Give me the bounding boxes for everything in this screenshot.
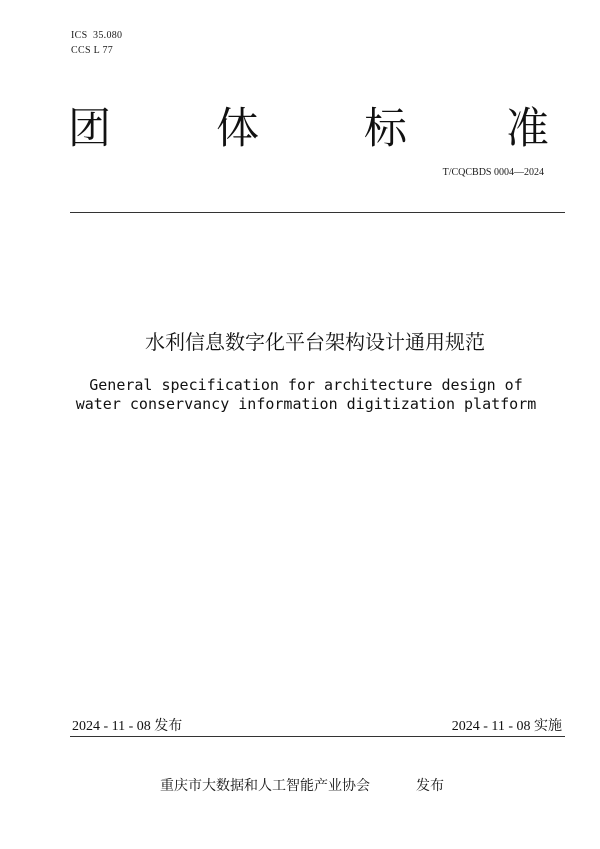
- top-divider: [70, 212, 565, 213]
- implementation-date: 2024 - 11 - 08 实施: [451, 719, 562, 734]
- heading-char-1: 团: [68, 104, 111, 154]
- publish-label: 发布: [416, 778, 444, 794]
- heading-char-2: 体: [216, 104, 259, 154]
- chinese-title: 水利信息数字化平台架构设计通用规范: [145, 330, 485, 354]
- heading-char-3: 标: [364, 104, 407, 154]
- bottom-divider: [70, 736, 565, 737]
- heading-char-4: 准: [506, 104, 549, 154]
- english-title-line-2: water conservancy information digitization platform: [75, 395, 537, 413]
- ccs-code: CCS L 77: [71, 45, 114, 56]
- document-type-heading: [68, 98, 550, 160]
- standard-number: T/CQCBDS 0004—2024: [442, 167, 544, 178]
- ics-code: ICS 35.080: [71, 30, 123, 41]
- release-date: 2024 - 11 - 08 发布: [72, 719, 183, 734]
- publisher-name: 重庆市大数据和人工智能产业协会: [160, 778, 370, 794]
- english-title-line-1: General specification for architecture design of: [89, 376, 523, 394]
